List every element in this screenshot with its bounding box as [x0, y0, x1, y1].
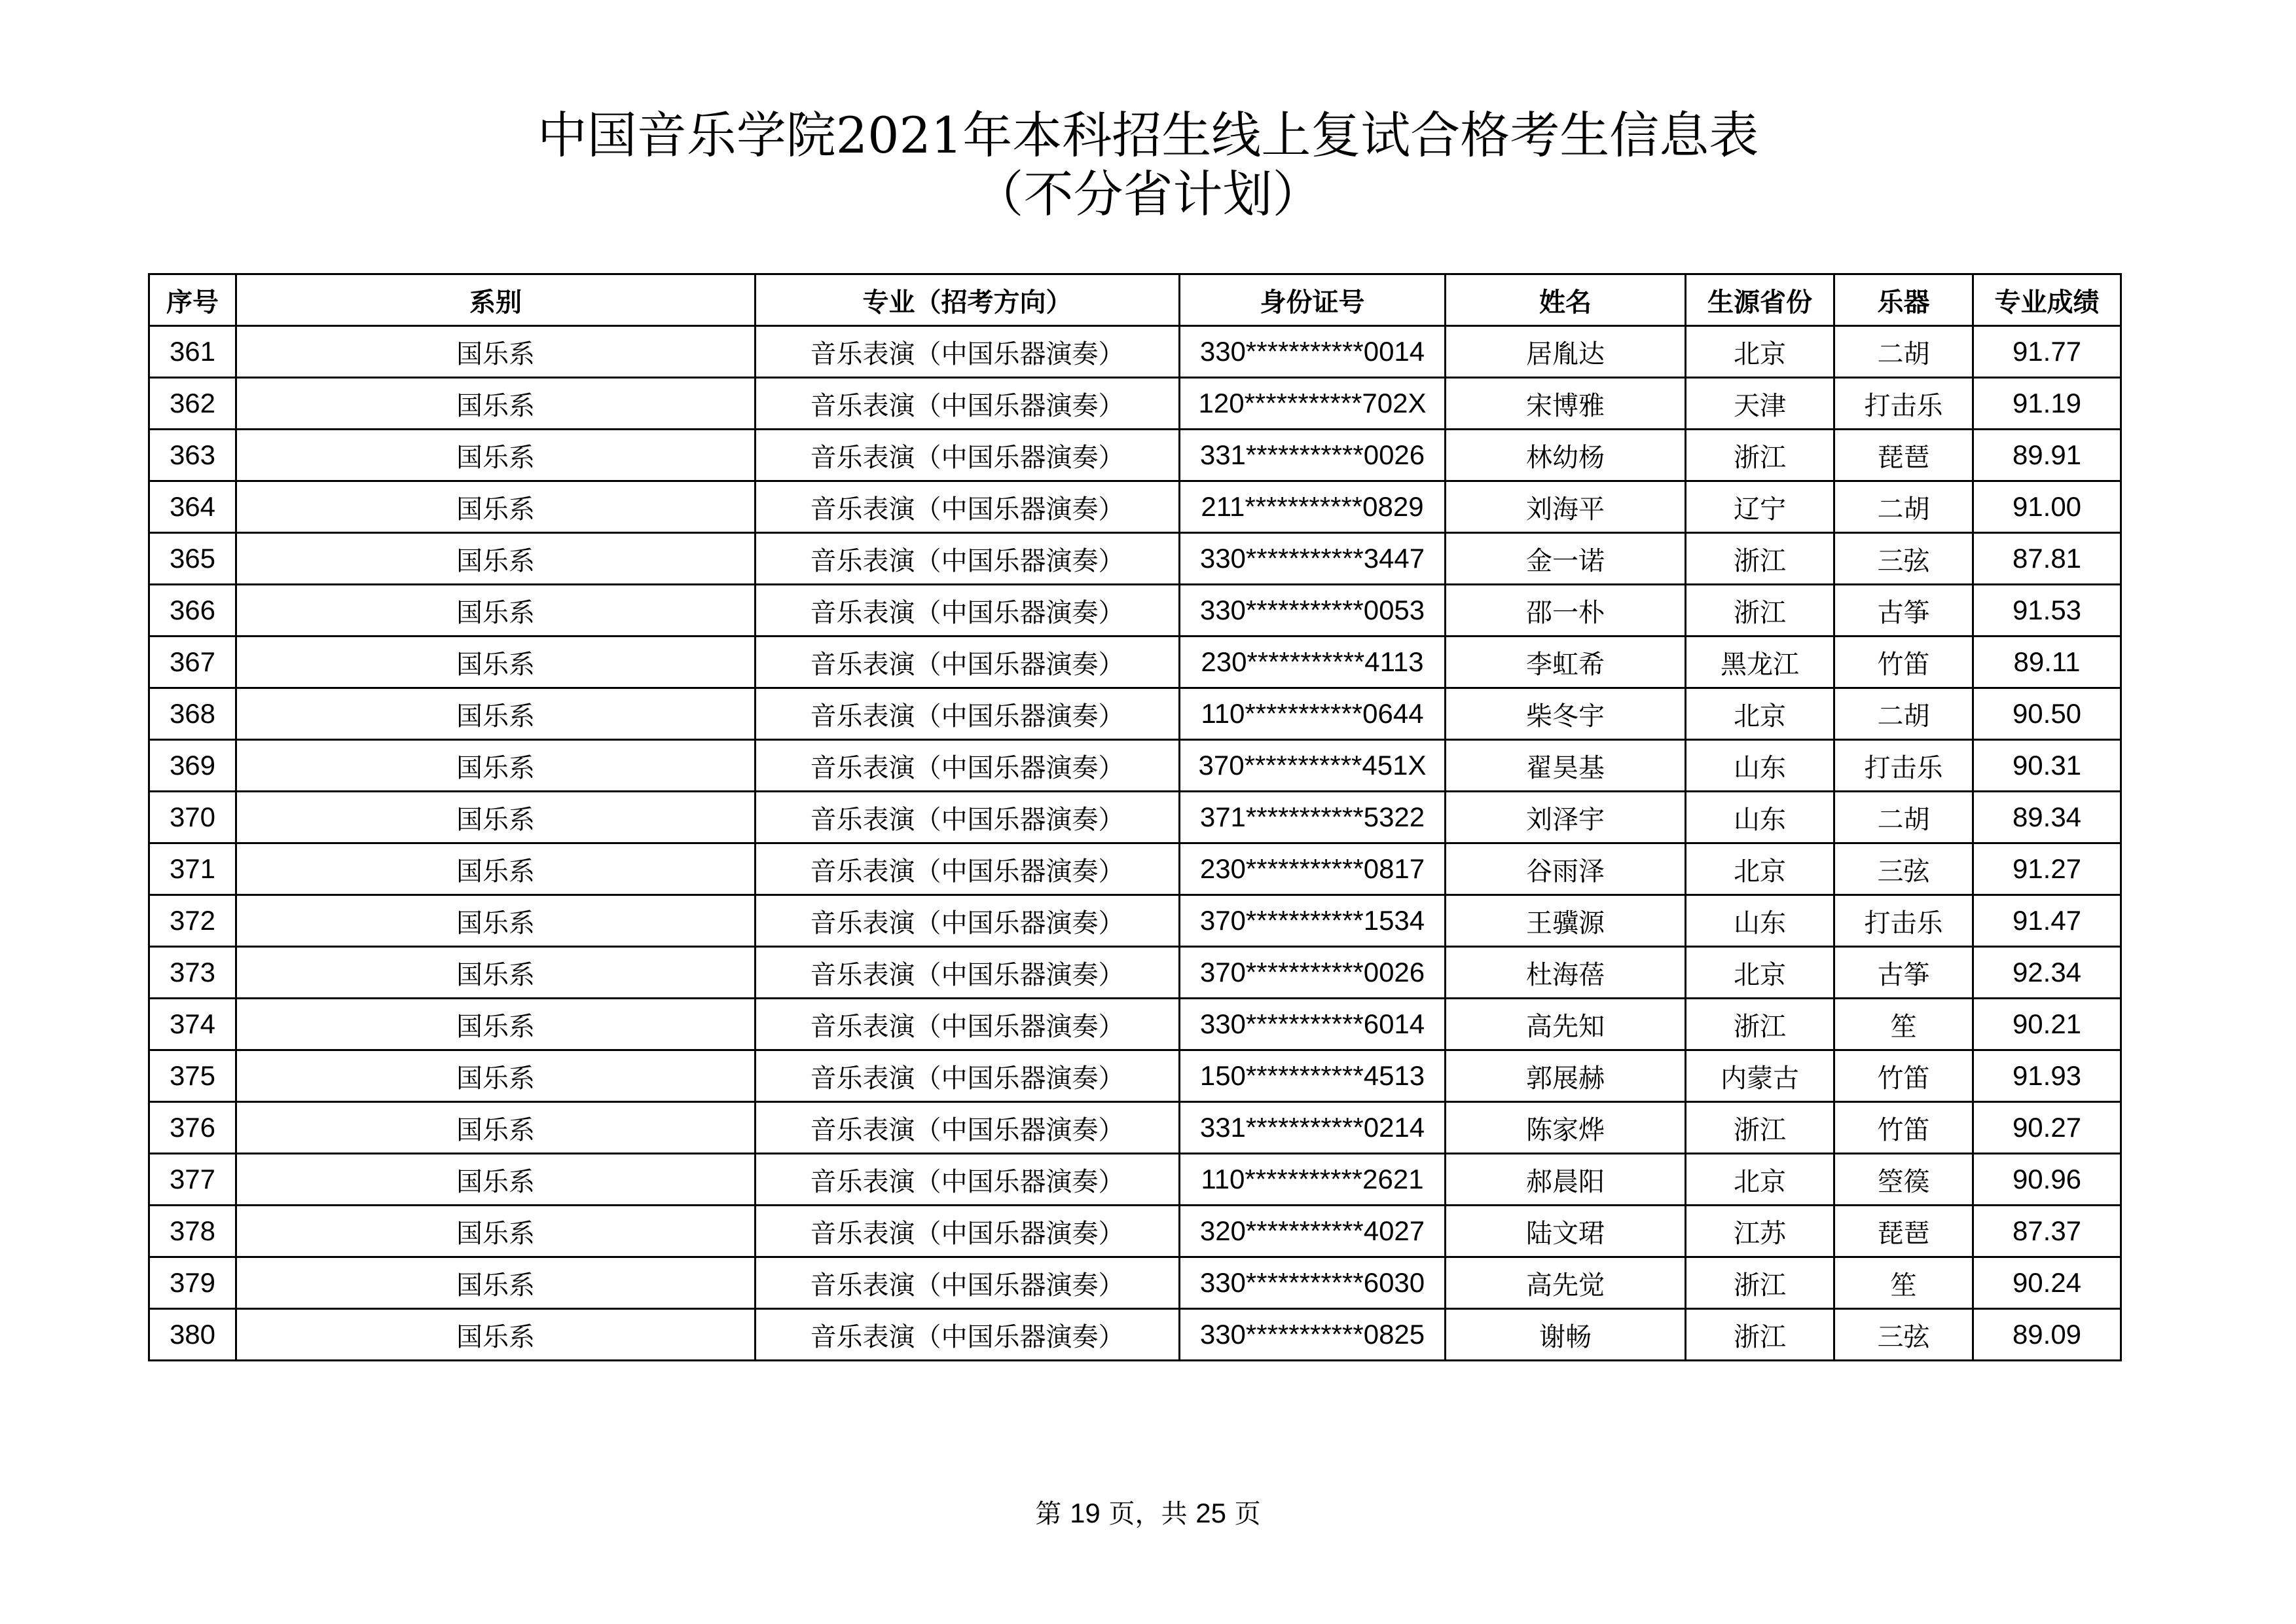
cell-province: 北京 [1686, 688, 1834, 740]
cell-id-number: 370***********0026 [1180, 947, 1446, 999]
cell-id-number: 110***********2621 [1180, 1154, 1446, 1206]
cell-province: 北京 [1686, 947, 1834, 999]
cell-name: 李虹希 [1446, 637, 1686, 688]
page-subtitle: （不分省计划） [974, 165, 1322, 223]
header-cell-name: 姓名 [1446, 274, 1686, 326]
table-row [149, 999, 2121, 1050]
page-title: 中国音乐学院2021年本科招生线上复试合格考生信息表 [537, 106, 1759, 164]
cell-index: 373 [149, 947, 236, 999]
cell-score: 89.34 [1973, 792, 2121, 843]
cell-index: 378 [149, 1206, 236, 1257]
cell-instrument: 打击乐 [1834, 895, 1973, 947]
cell-department: 国乐系 [236, 585, 756, 637]
cell-department: 国乐系 [236, 1257, 756, 1309]
cell-department: 国乐系 [236, 688, 756, 740]
cell-index: 379 [149, 1257, 236, 1309]
cell-department: 国乐系 [236, 637, 756, 688]
cell-department: 国乐系 [236, 843, 756, 895]
cell-department: 国乐系 [236, 947, 756, 999]
cell-major: 音乐表演（中国乐器演奏） [756, 688, 1180, 740]
cell-index: 363 [149, 430, 236, 481]
cell-department: 国乐系 [236, 1102, 756, 1154]
footer-current-page: 19 [1070, 1498, 1101, 1528]
cell-major: 音乐表演（中国乐器演奏） [756, 585, 1180, 637]
header-cell-instrument: 乐器 [1834, 274, 1973, 326]
cell-department: 国乐系 [236, 326, 756, 378]
cell-major: 音乐表演（中国乐器演奏） [756, 843, 1180, 895]
table-row [149, 1257, 2121, 1309]
table-row [149, 688, 2121, 740]
cell-instrument: 古筝 [1834, 585, 1973, 637]
cell-index: 361 [149, 326, 236, 378]
table-row [149, 637, 2121, 688]
cell-instrument: 二胡 [1834, 326, 1973, 378]
cell-id-number: 120***********702X [1180, 378, 1446, 430]
cell-score: 87.37 [1973, 1206, 2121, 1257]
cell-index: 376 [149, 1102, 236, 1154]
cell-id-number: 331***********0026 [1180, 430, 1446, 481]
header-cell-major: 专业（招考方向） [756, 274, 1180, 326]
cell-major: 音乐表演（中国乐器演奏） [756, 1050, 1180, 1102]
cell-name: 杜海蓓 [1446, 947, 1686, 999]
cell-id-number: 371***********5322 [1180, 792, 1446, 843]
cell-name: 陈家烨 [1446, 1102, 1686, 1154]
cell-name: 翟昊基 [1446, 740, 1686, 792]
cell-province: 浙江 [1686, 1102, 1834, 1154]
cell-id-number: 330***********6014 [1180, 999, 1446, 1050]
cell-index: 369 [149, 740, 236, 792]
table-row [149, 792, 2121, 843]
cell-department: 国乐系 [236, 481, 756, 533]
cell-index: 371 [149, 843, 236, 895]
cell-province: 内蒙古 [1686, 1050, 1834, 1102]
cell-name: 高先知 [1446, 999, 1686, 1050]
table-row [149, 1050, 2121, 1102]
cell-department: 国乐系 [236, 1309, 756, 1361]
cell-name: 居胤达 [1446, 326, 1686, 378]
footer-prefix: 第 [1035, 1499, 1062, 1529]
cell-score: 90.24 [1973, 1257, 2121, 1309]
cell-id-number: 330***********6030 [1180, 1257, 1446, 1309]
cell-department: 国乐系 [236, 792, 756, 843]
cell-instrument: 古筝 [1834, 947, 1973, 999]
cell-name: 宋博雅 [1446, 378, 1686, 430]
cell-name: 柴冬宇 [1446, 688, 1686, 740]
cell-major: 音乐表演（中国乐器演奏） [756, 740, 1180, 792]
table-row [149, 740, 2121, 792]
cell-index: 367 [149, 637, 236, 688]
table-row [149, 1309, 2121, 1361]
cell-major: 音乐表演（中国乐器演奏） [756, 481, 1180, 533]
cell-index: 377 [149, 1154, 236, 1206]
cell-score: 90.31 [1973, 740, 2121, 792]
cell-instrument: 琵琶 [1834, 1206, 1973, 1257]
footer-middle: 页，共 [1108, 1499, 1188, 1529]
table-header-row [149, 274, 2121, 326]
table-row [149, 585, 2121, 637]
table-row [149, 895, 2121, 947]
cell-instrument: 三弦 [1834, 533, 1973, 585]
header-cell-index: 序号 [149, 274, 236, 326]
table-row [149, 947, 2121, 999]
cell-province: 山东 [1686, 895, 1834, 947]
cell-major: 音乐表演（中国乐器演奏） [756, 792, 1180, 843]
admission-table [148, 273, 2122, 1361]
cell-province: 浙江 [1686, 1257, 1834, 1309]
cell-major: 音乐表演（中国乐器演奏） [756, 378, 1180, 430]
cell-instrument: 箜篌 [1834, 1154, 1973, 1206]
cell-id-number: 230***********0817 [1180, 843, 1446, 895]
cell-major: 音乐表演（中国乐器演奏） [756, 326, 1180, 378]
cell-department: 国乐系 [236, 430, 756, 481]
cell-department: 国乐系 [236, 1154, 756, 1206]
cell-province: 浙江 [1686, 999, 1834, 1050]
cell-department: 国乐系 [236, 1206, 756, 1257]
cell-instrument: 二胡 [1834, 481, 1973, 533]
cell-instrument: 竹笛 [1834, 1102, 1973, 1154]
cell-id-number: 110***********0644 [1180, 688, 1446, 740]
cell-name: 刘海平 [1446, 481, 1686, 533]
cell-major: 音乐表演（中国乐器演奏） [756, 1257, 1180, 1309]
cell-province: 浙江 [1686, 1309, 1834, 1361]
cell-instrument: 竹笛 [1834, 637, 1973, 688]
cell-id-number: 320***********4027 [1180, 1206, 1446, 1257]
table-row [149, 430, 2121, 481]
table-row [149, 843, 2121, 895]
cell-department: 国乐系 [236, 378, 756, 430]
cell-province: 山东 [1686, 740, 1834, 792]
cell-index: 374 [149, 999, 236, 1050]
cell-province: 浙江 [1686, 430, 1834, 481]
footer-total-pages: 25 [1195, 1498, 1226, 1528]
cell-score: 90.27 [1973, 1102, 2121, 1154]
cell-name: 高先觉 [1446, 1257, 1686, 1309]
cell-score: 91.93 [1973, 1050, 2121, 1102]
cell-instrument: 二胡 [1834, 792, 1973, 843]
footer-suffix: 页 [1234, 1499, 1261, 1529]
cell-index: 375 [149, 1050, 236, 1102]
cell-major: 音乐表演（中国乐器演奏） [756, 1206, 1180, 1257]
cell-province: 黑龙江 [1686, 637, 1834, 688]
cell-province: 北京 [1686, 843, 1834, 895]
cell-province: 北京 [1686, 326, 1834, 378]
cell-id-number: 150***********4513 [1180, 1050, 1446, 1102]
header-cell-department: 系别 [236, 274, 756, 326]
cell-province: 辽宁 [1686, 481, 1834, 533]
cell-id-number: 330***********0053 [1180, 585, 1446, 637]
cell-score: 92.34 [1973, 947, 2121, 999]
cell-instrument: 笙 [1834, 999, 1973, 1050]
cell-index: 380 [149, 1309, 236, 1361]
cell-score: 89.91 [1973, 430, 2121, 481]
cell-name: 郭展赫 [1446, 1050, 1686, 1102]
cell-major: 音乐表演（中国乐器演奏） [756, 533, 1180, 585]
cell-instrument: 三弦 [1834, 843, 1973, 895]
cell-instrument: 打击乐 [1834, 378, 1973, 430]
cell-id-number: 330***********3447 [1180, 533, 1446, 585]
cell-name: 金一诺 [1446, 533, 1686, 585]
cell-province: 浙江 [1686, 585, 1834, 637]
cell-major: 音乐表演（中国乐器演奏） [756, 430, 1180, 481]
cell-major: 音乐表演（中国乐器演奏） [756, 895, 1180, 947]
cell-name: 邵一朴 [1446, 585, 1686, 637]
table-row [149, 1206, 2121, 1257]
cell-score: 89.09 [1973, 1309, 2121, 1361]
table-row [149, 1154, 2121, 1206]
cell-major: 音乐表演（中国乐器演奏） [756, 1102, 1180, 1154]
table-body [149, 326, 2121, 1361]
cell-score: 91.77 [1973, 326, 2121, 378]
cell-instrument: 打击乐 [1834, 740, 1973, 792]
cell-province: 浙江 [1686, 533, 1834, 585]
cell-department: 国乐系 [236, 1050, 756, 1102]
cell-department: 国乐系 [236, 533, 756, 585]
cell-id-number: 331***********0214 [1180, 1102, 1446, 1154]
cell-index: 368 [149, 688, 236, 740]
cell-id-number: 211***********0829 [1180, 481, 1446, 533]
cell-major: 音乐表演（中国乐器演奏） [756, 637, 1180, 688]
cell-score: 91.19 [1973, 378, 2121, 430]
cell-index: 364 [149, 481, 236, 533]
cell-major: 音乐表演（中国乐器演奏） [756, 947, 1180, 999]
cell-name: 林幼杨 [1446, 430, 1686, 481]
cell-score: 89.11 [1973, 637, 2121, 688]
cell-id-number: 330***********0014 [1180, 326, 1446, 378]
table-row [149, 378, 2121, 430]
cell-score: 90.21 [1973, 999, 2121, 1050]
cell-name: 刘泽宇 [1446, 792, 1686, 843]
cell-score: 90.50 [1973, 688, 2121, 740]
cell-index: 370 [149, 792, 236, 843]
cell-name: 郝晨阳 [1446, 1154, 1686, 1206]
table-row [149, 481, 2121, 533]
table-row [149, 533, 2121, 585]
cell-name: 王骥源 [1446, 895, 1686, 947]
cell-name: 谢畅 [1446, 1309, 1686, 1361]
cell-id-number: 330***********0825 [1180, 1309, 1446, 1361]
cell-instrument: 笙 [1834, 1257, 1973, 1309]
cell-name: 陆文珺 [1446, 1206, 1686, 1257]
cell-score: 87.81 [1973, 533, 2121, 585]
cell-name: 谷雨泽 [1446, 843, 1686, 895]
cell-province: 天津 [1686, 378, 1834, 430]
cell-score: 91.00 [1973, 481, 2121, 533]
cell-department: 国乐系 [236, 740, 756, 792]
cell-score: 91.53 [1973, 585, 2121, 637]
page-footer [0, 1497, 2296, 1530]
header-cell-province: 生源省份 [1686, 274, 1834, 326]
cell-index: 372 [149, 895, 236, 947]
cell-province: 北京 [1686, 1154, 1834, 1206]
cell-id-number: 230***********4113 [1180, 637, 1446, 688]
cell-instrument: 二胡 [1834, 688, 1973, 740]
cell-index: 362 [149, 378, 236, 430]
cell-instrument: 竹笛 [1834, 1050, 1973, 1102]
table-row [149, 326, 2121, 378]
table-row [149, 1102, 2121, 1154]
cell-score: 91.27 [1973, 843, 2121, 895]
header-cell-score: 专业成绩 [1973, 274, 2121, 326]
cell-id-number: 370***********451X [1180, 740, 1446, 792]
cell-department: 国乐系 [236, 999, 756, 1050]
cell-province: 江苏 [1686, 1206, 1834, 1257]
cell-instrument: 三弦 [1834, 1309, 1973, 1361]
cell-index: 365 [149, 533, 236, 585]
cell-index: 366 [149, 585, 236, 637]
cell-instrument: 琵琶 [1834, 430, 1973, 481]
cell-score: 90.96 [1973, 1154, 2121, 1206]
cell-score: 91.47 [1973, 895, 2121, 947]
cell-major: 音乐表演（中国乐器演奏） [756, 999, 1180, 1050]
cell-province: 山东 [1686, 792, 1834, 843]
header-cell-id-number: 身份证号 [1180, 274, 1446, 326]
cell-major: 音乐表演（中国乐器演奏） [756, 1154, 1180, 1206]
cell-major: 音乐表演（中国乐器演奏） [756, 1309, 1180, 1361]
cell-department: 国乐系 [236, 895, 756, 947]
cell-id-number: 370***********1534 [1180, 895, 1446, 947]
